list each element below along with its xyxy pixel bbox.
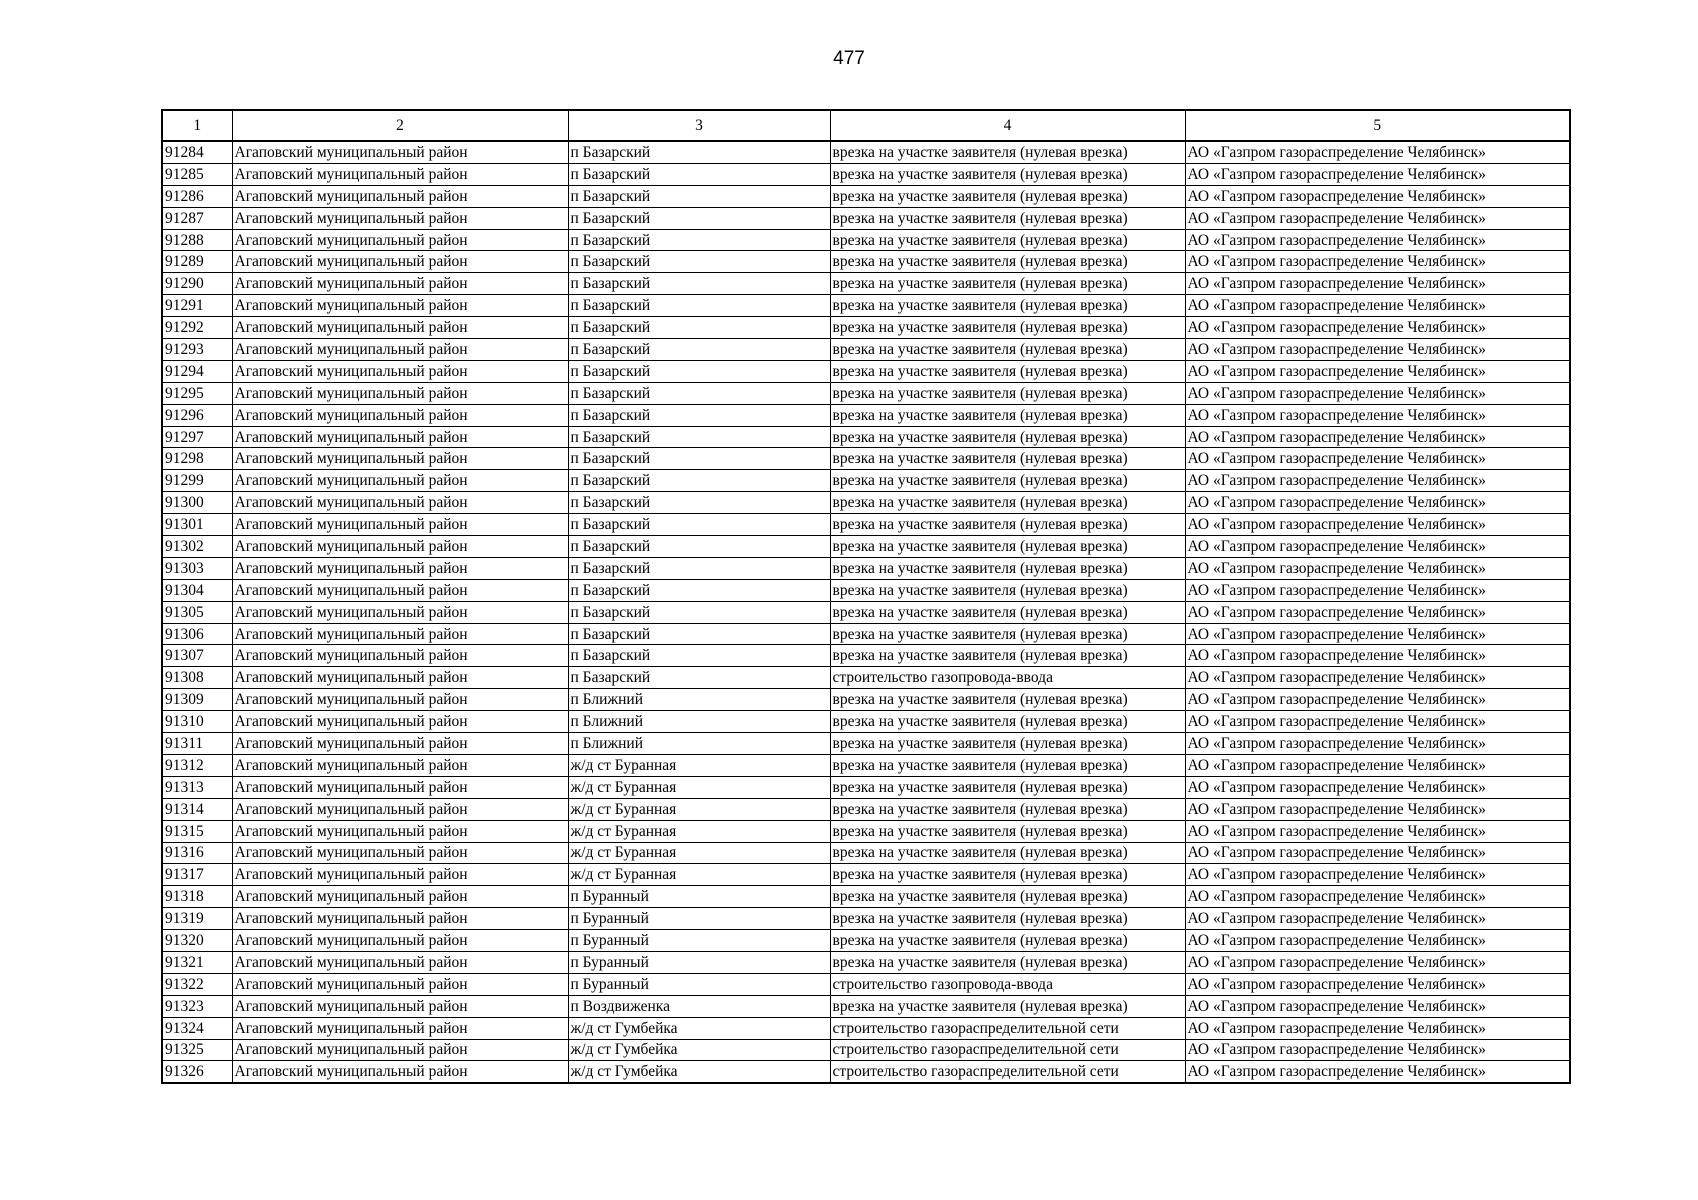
work-type-cell: врезка на участке заявителя (нулевая врезка) <box>830 689 1185 711</box>
settlement-cell: ж/д ст Гумбейка <box>568 1061 830 1083</box>
organization-cell: АО «Газпром газораспределение Челябинск» <box>1185 360 1570 382</box>
settlement-cell: п Базарский <box>568 601 830 623</box>
district-cell: Агаповский муниципальный район <box>232 711 568 733</box>
organization-cell: АО «Газпром газораспределение Челябинск» <box>1185 1017 1570 1039</box>
settlement-cell: п Ближний <box>568 711 830 733</box>
settlement-cell: п Базарский <box>568 426 830 448</box>
row-number-cell: 91288 <box>162 229 232 251</box>
district-cell: Агаповский муниципальный район <box>232 339 568 361</box>
table-row <box>162 886 1570 908</box>
row-number-cell: 91319 <box>162 908 232 930</box>
work-type-cell: строительство газопровода-ввода <box>830 667 1185 689</box>
district-cell: Агаповский муниципальный район <box>232 273 568 295</box>
table-row <box>162 733 1570 755</box>
district-cell: Агаповский муниципальный район <box>232 470 568 492</box>
table-row <box>162 667 1570 689</box>
header-row <box>162 110 1570 141</box>
row-number-cell: 91290 <box>162 273 232 295</box>
table-row <box>162 229 1570 251</box>
row-number-cell: 91321 <box>162 951 232 973</box>
work-type-cell: врезка на участке заявителя (нулевая врезка) <box>830 930 1185 952</box>
settlement-cell: п Буранный <box>568 973 830 995</box>
settlement-cell: п Базарский <box>568 623 830 645</box>
column-header-1: 1 <box>162 110 232 141</box>
work-type-cell: врезка на участке заявителя (нулевая врезка) <box>830 426 1185 448</box>
organization-cell: АО «Газпром газораспределение Челябинск» <box>1185 864 1570 886</box>
row-number-cell: 91292 <box>162 317 232 339</box>
table-row <box>162 273 1570 295</box>
work-type-cell: врезка на участке заявителя (нулевая врезка) <box>830 864 1185 886</box>
organization-cell: АО «Газпром газораспределение Челябинск» <box>1185 820 1570 842</box>
work-type-cell: врезка на участке заявителя (нулевая врезка) <box>830 557 1185 579</box>
organization-cell: АО «Газпром газораспределение Челябинск» <box>1185 645 1570 667</box>
settlement-cell: п Ближний <box>568 733 830 755</box>
work-type-cell: врезка на участке заявителя (нулевая врезка) <box>830 579 1185 601</box>
organization-cell: АО «Газпром газораспределение Челябинск» <box>1185 908 1570 930</box>
row-number-cell: 91314 <box>162 798 232 820</box>
organization-cell: АО «Газпром газораспределение Челябинск» <box>1185 163 1570 185</box>
settlement-cell: п Базарский <box>568 404 830 426</box>
organization-cell: АО «Газпром газораспределение Челябинск» <box>1185 973 1570 995</box>
table-body <box>162 141 1570 1083</box>
row-number-cell: 91326 <box>162 1061 232 1083</box>
organization-cell: АО «Газпром газораспределение Челябинск» <box>1185 185 1570 207</box>
work-type-cell: врезка на участке заявителя (нулевая врезка) <box>830 470 1185 492</box>
organization-cell: АО «Газпром газораспределение Челябинск» <box>1185 601 1570 623</box>
row-number-cell: 91301 <box>162 514 232 536</box>
row-number-cell: 91316 <box>162 842 232 864</box>
settlement-cell: п Базарский <box>568 360 830 382</box>
table-row <box>162 448 1570 470</box>
table-row <box>162 623 1570 645</box>
organization-cell: АО «Газпром газораспределение Челябинск» <box>1185 492 1570 514</box>
organization-cell: АО «Газпром газораспределение Челябинск» <box>1185 229 1570 251</box>
row-number-cell: 91313 <box>162 776 232 798</box>
district-cell: Агаповский муниципальный район <box>232 733 568 755</box>
row-number-cell: 91311 <box>162 733 232 755</box>
table-row <box>162 185 1570 207</box>
organization-cell: АО «Газпром газораспределение Челябинск» <box>1185 295 1570 317</box>
row-number-cell: 91320 <box>162 930 232 952</box>
organization-cell: АО «Газпром газораспределение Челябинск» <box>1185 339 1570 361</box>
district-cell: Агаповский муниципальный район <box>232 995 568 1017</box>
organization-cell: АО «Газпром газораспределение Челябинск» <box>1185 689 1570 711</box>
settlement-cell: п Базарский <box>568 163 830 185</box>
row-number-cell: 91309 <box>162 689 232 711</box>
row-number-cell: 91296 <box>162 404 232 426</box>
district-cell: Агаповский муниципальный район <box>232 229 568 251</box>
work-type-cell: врезка на участке заявителя (нулевая врезка) <box>830 951 1185 973</box>
table-row <box>162 1061 1570 1083</box>
row-number-cell: 91307 <box>162 645 232 667</box>
settlement-cell: ж/д ст Буранная <box>568 842 830 864</box>
table-row <box>162 842 1570 864</box>
table-row <box>162 163 1570 185</box>
organization-cell: АО «Газпром газораспределение Челябинск» <box>1185 207 1570 229</box>
column-header-4: 4 <box>830 110 1185 141</box>
district-cell: Агаповский муниципальный район <box>232 317 568 339</box>
row-number-cell: 91284 <box>162 141 232 163</box>
work-type-cell: врезка на участке заявителя (нулевая врезка) <box>830 492 1185 514</box>
work-type-cell: строительство газораспределительной сети <box>830 1061 1185 1083</box>
work-type-cell: врезка на участке заявителя (нулевая врезка) <box>830 776 1185 798</box>
settlement-cell: п Базарский <box>568 317 830 339</box>
district-cell: Агаповский муниципальный район <box>232 360 568 382</box>
table-row <box>162 645 1570 667</box>
work-type-cell: строительство газопровода-ввода <box>830 973 1185 995</box>
settlement-cell: п Базарский <box>568 251 830 273</box>
row-number-cell: 91308 <box>162 667 232 689</box>
work-type-cell: врезка на участке заявителя (нулевая врезка) <box>830 207 1185 229</box>
organization-cell: АО «Газпром газораспределение Челябинск» <box>1185 623 1570 645</box>
row-number-cell: 91297 <box>162 426 232 448</box>
organization-cell: АО «Газпром газораспределение Челябинск» <box>1185 404 1570 426</box>
organization-cell: АО «Газпром газораспределение Челябинск» <box>1185 667 1570 689</box>
organization-cell: АО «Газпром газораспределение Челябинск» <box>1185 448 1570 470</box>
organization-cell: АО «Газпром газораспределение Челябинск» <box>1185 470 1570 492</box>
row-number-cell: 91286 <box>162 185 232 207</box>
district-cell: Агаповский муниципальный район <box>232 382 568 404</box>
organization-cell: АО «Газпром газораспределение Челябинск» <box>1185 733 1570 755</box>
settlement-cell: п Базарский <box>568 339 830 361</box>
table-row <box>162 404 1570 426</box>
district-cell: Агаповский муниципальный район <box>232 1039 568 1061</box>
district-cell: Агаповский муниципальный район <box>232 141 568 163</box>
work-type-cell: врезка на участке заявителя (нулевая врезка) <box>830 995 1185 1017</box>
settlement-cell: п Базарский <box>568 382 830 404</box>
work-type-cell: строительство газораспределительной сети <box>830 1017 1185 1039</box>
settlement-cell: п Базарский <box>568 295 830 317</box>
organization-cell: АО «Газпром газораспределение Челябинск» <box>1185 842 1570 864</box>
district-cell: Агаповский муниципальный район <box>232 886 568 908</box>
table-row <box>162 973 1570 995</box>
district-cell: Агаповский муниципальный район <box>232 448 568 470</box>
table-row <box>162 1017 1570 1039</box>
row-number-cell: 91306 <box>162 623 232 645</box>
row-number-cell: 91322 <box>162 973 232 995</box>
district-cell: Агаповский муниципальный район <box>232 1061 568 1083</box>
work-type-cell: врезка на участке заявителя (нулевая врезка) <box>830 295 1185 317</box>
settlement-cell: п Базарский <box>568 273 830 295</box>
column-header-5: 5 <box>1185 110 1570 141</box>
settlement-cell: п Базарский <box>568 557 830 579</box>
district-cell: Агаповский муниципальный район <box>232 536 568 558</box>
organization-cell: АО «Газпром газораспределение Челябинск» <box>1185 579 1570 601</box>
organization-cell: АО «Газпром газораспределение Челябинск» <box>1185 886 1570 908</box>
organization-cell: АО «Газпром газораспределение Челябинск» <box>1185 536 1570 558</box>
work-type-cell: врезка на участке заявителя (нулевая врезка) <box>830 141 1185 163</box>
table-row <box>162 141 1570 163</box>
district-cell: Агаповский муниципальный район <box>232 557 568 579</box>
settlement-cell: п Буранный <box>568 908 830 930</box>
settlement-cell: п Базарский <box>568 229 830 251</box>
district-cell: Агаповский муниципальный район <box>232 951 568 973</box>
organization-cell: АО «Газпром газораспределение Челябинск» <box>1185 514 1570 536</box>
district-cell: Агаповский муниципальный район <box>232 820 568 842</box>
district-cell: Агаповский муниципальный район <box>232 689 568 711</box>
work-type-cell: врезка на участке заявителя (нулевая врезка) <box>830 360 1185 382</box>
table-row <box>162 492 1570 514</box>
organization-cell: АО «Газпром газораспределение Челябинск» <box>1185 776 1570 798</box>
settlement-cell: п Базарский <box>568 470 830 492</box>
table-row <box>162 579 1570 601</box>
table-row <box>162 995 1570 1017</box>
work-type-cell: врезка на участке заявителя (нулевая врезка) <box>830 163 1185 185</box>
settlement-cell: п Ближний <box>568 689 830 711</box>
settlement-cell: п Базарский <box>568 579 830 601</box>
work-type-cell: врезка на участке заявителя (нулевая врезка) <box>830 251 1185 273</box>
row-number-cell: 91318 <box>162 886 232 908</box>
table-row <box>162 382 1570 404</box>
settlement-cell: п Базарский <box>568 141 830 163</box>
settlement-cell: ж/д ст Гумбейка <box>568 1017 830 1039</box>
table-row <box>162 339 1570 361</box>
district-cell: Агаповский муниципальный район <box>232 251 568 273</box>
row-number-cell: 91303 <box>162 557 232 579</box>
table-row <box>162 360 1570 382</box>
page-number: 477 <box>833 48 865 69</box>
district-cell: Агаповский муниципальный район <box>232 601 568 623</box>
work-type-cell: врезка на участке заявителя (нулевая врезка) <box>830 229 1185 251</box>
registry-table <box>161 109 1571 1084</box>
table-row <box>162 820 1570 842</box>
settlement-cell: п Базарский <box>568 536 830 558</box>
settlement-cell: ж/д ст Буранная <box>568 864 830 886</box>
settlement-cell: п Буранный <box>568 886 830 908</box>
table-row <box>162 689 1570 711</box>
row-number-cell: 91304 <box>162 579 232 601</box>
district-cell: Агаповский муниципальный район <box>232 864 568 886</box>
row-number-cell: 91315 <box>162 820 232 842</box>
organization-cell: АО «Газпром газораспределение Челябинск» <box>1185 426 1570 448</box>
row-number-cell: 91317 <box>162 864 232 886</box>
row-number-cell: 91293 <box>162 339 232 361</box>
organization-cell: АО «Газпром газораспределение Челябинск» <box>1185 1039 1570 1061</box>
work-type-cell: врезка на участке заявителя (нулевая врезка) <box>830 382 1185 404</box>
work-type-cell: врезка на участке заявителя (нулевая врезка) <box>830 733 1185 755</box>
row-number-cell: 91294 <box>162 360 232 382</box>
organization-cell: АО «Газпром газораспределение Челябинск» <box>1185 798 1570 820</box>
row-number-cell: 91324 <box>162 1017 232 1039</box>
row-number-cell: 91298 <box>162 448 232 470</box>
district-cell: Агаповский муниципальный район <box>232 645 568 667</box>
work-type-cell: врезка на участке заявителя (нулевая врезка) <box>830 514 1185 536</box>
district-cell: Агаповский муниципальный район <box>232 754 568 776</box>
work-type-cell: врезка на участке заявителя (нулевая врезка) <box>830 908 1185 930</box>
table-row <box>162 951 1570 973</box>
organization-cell: АО «Газпром газораспределение Челябинск» <box>1185 251 1570 273</box>
district-cell: Агаповский муниципальный район <box>232 842 568 864</box>
district-cell: Агаповский муниципальный район <box>232 514 568 536</box>
district-cell: Агаповский муниципальный район <box>232 185 568 207</box>
district-cell: Агаповский муниципальный район <box>232 667 568 689</box>
table-row <box>162 1039 1570 1061</box>
district-cell: Агаповский муниципальный район <box>232 1017 568 1039</box>
row-number-cell: 91310 <box>162 711 232 733</box>
table-row <box>162 426 1570 448</box>
table-row <box>162 470 1570 492</box>
district-cell: Агаповский муниципальный район <box>232 207 568 229</box>
district-cell: Агаповский муниципальный район <box>232 404 568 426</box>
row-number-cell: 91323 <box>162 995 232 1017</box>
settlement-cell: ж/д ст Гумбейка <box>568 1039 830 1061</box>
table-header <box>162 110 1570 141</box>
settlement-cell: ж/д ст Буранная <box>568 776 830 798</box>
settlement-cell: ж/д ст Буранная <box>568 754 830 776</box>
row-number-cell: 91287 <box>162 207 232 229</box>
district-cell: Агаповский муниципальный район <box>232 623 568 645</box>
district-cell: Агаповский муниципальный район <box>232 776 568 798</box>
work-type-cell: врезка на участке заявителя (нулевая врезка) <box>830 404 1185 426</box>
district-cell: Агаповский муниципальный район <box>232 426 568 448</box>
row-number-cell: 91300 <box>162 492 232 514</box>
settlement-cell: п Базарский <box>568 645 830 667</box>
district-cell: Агаповский муниципальный район <box>232 798 568 820</box>
settlement-cell: п Буранный <box>568 930 830 952</box>
work-type-cell: врезка на участке заявителя (нулевая врезка) <box>830 623 1185 645</box>
row-number-cell: 91302 <box>162 536 232 558</box>
district-cell: Агаповский муниципальный район <box>232 908 568 930</box>
table-row <box>162 908 1570 930</box>
table-row <box>162 557 1570 579</box>
table-row <box>162 776 1570 798</box>
settlement-cell: п Базарский <box>568 448 830 470</box>
work-type-cell: врезка на участке заявителя (нулевая врезка) <box>830 536 1185 558</box>
row-number-cell: 91285 <box>162 163 232 185</box>
table-row <box>162 864 1570 886</box>
column-header-2: 2 <box>232 110 568 141</box>
table-row <box>162 295 1570 317</box>
work-type-cell: врезка на участке заявителя (нулевая врезка) <box>830 339 1185 361</box>
district-cell: Агаповский муниципальный район <box>232 295 568 317</box>
organization-cell: АО «Газпром газораспределение Челябинск» <box>1185 273 1570 295</box>
row-number-cell: 91295 <box>162 382 232 404</box>
row-number-cell: 91299 <box>162 470 232 492</box>
settlement-cell: ж/д ст Буранная <box>568 820 830 842</box>
organization-cell: АО «Газпром газораспределение Челябинск» <box>1185 930 1570 952</box>
work-type-cell: врезка на участке заявителя (нулевая врезка) <box>830 185 1185 207</box>
settlement-cell: ж/д ст Буранная <box>568 798 830 820</box>
work-type-cell: врезка на участке заявителя (нулевая врезка) <box>830 601 1185 623</box>
row-number-cell: 91291 <box>162 295 232 317</box>
table-row <box>162 711 1570 733</box>
table-row <box>162 601 1570 623</box>
work-type-cell: врезка на участке заявителя (нулевая врезка) <box>830 886 1185 908</box>
table-row <box>162 930 1570 952</box>
row-number-cell: 91305 <box>162 601 232 623</box>
table-row <box>162 754 1570 776</box>
work-type-cell: врезка на участке заявителя (нулевая врезка) <box>830 645 1185 667</box>
work-type-cell: врезка на участке заявителя (нулевая врезка) <box>830 820 1185 842</box>
work-type-cell: врезка на участке заявителя (нулевая врезка) <box>830 798 1185 820</box>
table-row <box>162 207 1570 229</box>
district-cell: Агаповский муниципальный район <box>232 930 568 952</box>
table-row <box>162 798 1570 820</box>
table-row <box>162 514 1570 536</box>
work-type-cell: врезка на участке заявителя (нулевая врезка) <box>830 842 1185 864</box>
settlement-cell: п Базарский <box>568 207 830 229</box>
table-row <box>162 317 1570 339</box>
row-number-cell: 91325 <box>162 1039 232 1061</box>
settlement-cell: п Воздвиженка <box>568 995 830 1017</box>
row-number-cell: 91312 <box>162 754 232 776</box>
table-row <box>162 536 1570 558</box>
settlement-cell: п Базарский <box>568 492 830 514</box>
settlement-cell: п Буранный <box>568 951 830 973</box>
work-type-cell: врезка на участке заявителя (нулевая врезка) <box>830 754 1185 776</box>
organization-cell: АО «Газпром газораспределение Челябинск» <box>1185 754 1570 776</box>
work-type-cell: строительство газораспределительной сети <box>830 1039 1185 1061</box>
district-cell: Агаповский муниципальный район <box>232 579 568 601</box>
settlement-cell: п Базарский <box>568 514 830 536</box>
work-type-cell: врезка на участке заявителя (нулевая врезка) <box>830 448 1185 470</box>
district-cell: Агаповский муниципальный район <box>232 973 568 995</box>
row-number-cell: 91289 <box>162 251 232 273</box>
settlement-cell: п Базарский <box>568 185 830 207</box>
settlement-cell: п Базарский <box>568 667 830 689</box>
organization-cell: АО «Газпром газораспределение Челябинск» <box>1185 317 1570 339</box>
organization-cell: АО «Газпром газораспределение Челябинск» <box>1185 382 1570 404</box>
organization-cell: АО «Газпром газораспределение Челябинск» <box>1185 557 1570 579</box>
work-type-cell: врезка на участке заявителя (нулевая врезка) <box>830 711 1185 733</box>
organization-cell: АО «Газпром газораспределение Челябинск» <box>1185 141 1570 163</box>
table-row <box>162 251 1570 273</box>
organization-cell: АО «Газпром газораспределение Челябинск» <box>1185 951 1570 973</box>
district-cell: Агаповский муниципальный район <box>232 492 568 514</box>
organization-cell: АО «Газпром газораспределение Челябинск» <box>1185 1061 1570 1083</box>
organization-cell: АО «Газпром газораспределение Челябинск» <box>1185 995 1570 1017</box>
organization-cell: АО «Газпром газораспределение Челябинск» <box>1185 711 1570 733</box>
work-type-cell: врезка на участке заявителя (нулевая врезка) <box>830 273 1185 295</box>
district-cell: Агаповский муниципальный район <box>232 163 568 185</box>
column-header-3: 3 <box>568 110 830 141</box>
work-type-cell: врезка на участке заявителя (нулевая врезка) <box>830 317 1185 339</box>
